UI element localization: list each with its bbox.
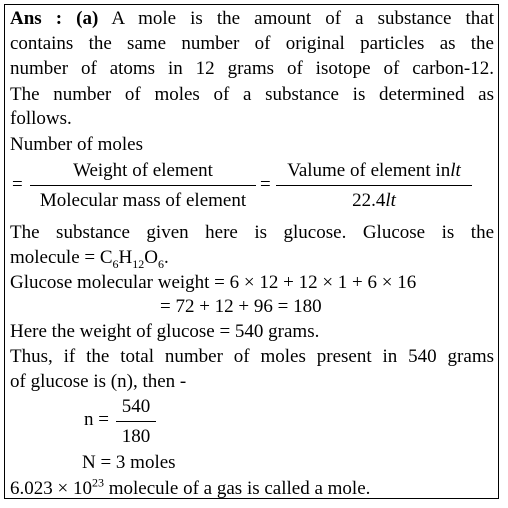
answer-line-6: Number of moles <box>10 134 143 155</box>
body-line-4: = 72 + 12 + 96 = 180 <box>160 296 322 317</box>
answer-label: Ans : (a) <box>10 8 99 29</box>
n-result: N = 3 moles <box>82 452 176 473</box>
fraction-bar-2 <box>276 185 472 186</box>
formula-denominator-2: 22.4lt <box>352 190 396 211</box>
formula-equals-2: = <box>260 174 271 195</box>
body-line-6: Thus, if the total number of moles present in 540 grams <box>10 346 494 367</box>
n-equals: n = <box>84 409 109 430</box>
answer-line-3: number of atoms in 12 grams of isotope of carbon-12. <box>10 58 494 79</box>
formula-denominator-1: Molecular mass of element <box>39 190 247 211</box>
fraction-bar-1 <box>30 185 256 186</box>
answer-line-2: contains the same number of original particles as the <box>10 33 494 54</box>
formula-equals-1: = <box>12 174 23 195</box>
body-line-1: The substance given here is glucose. Glucose is the <box>10 222 494 243</box>
fraction-bar-3 <box>116 421 156 422</box>
answer-line-1: Ans : (a) A mole is the amount of a substance that <box>10 8 495 29</box>
body-line-3: Glucose molecular weight = 6 × 12 + 12 × 1 + 6 × 16 <box>10 272 417 293</box>
body-line-5: Here the weight of glucose = 540 grams. <box>10 321 320 342</box>
n-numerator: 540 <box>121 396 151 417</box>
formula-numerator-1: Weight of element <box>73 160 213 181</box>
answer-line-4: The number of moles of a substance is determined as <box>10 84 494 105</box>
body-line-2: molecule = $C_6H_{12}O_6$. <box>10 247 169 271</box>
answer-line-5: follows. <box>10 108 72 129</box>
formula-numerator-2: Valume of element inlt <box>287 160 461 181</box>
body-line-7: of glucose is (n), then - <box>10 371 187 392</box>
footer-line: $6.023 \times 10^{23}$ molecule of a gas is called a mole. <box>10 475 371 499</box>
n-denominator: 180 <box>121 426 151 447</box>
